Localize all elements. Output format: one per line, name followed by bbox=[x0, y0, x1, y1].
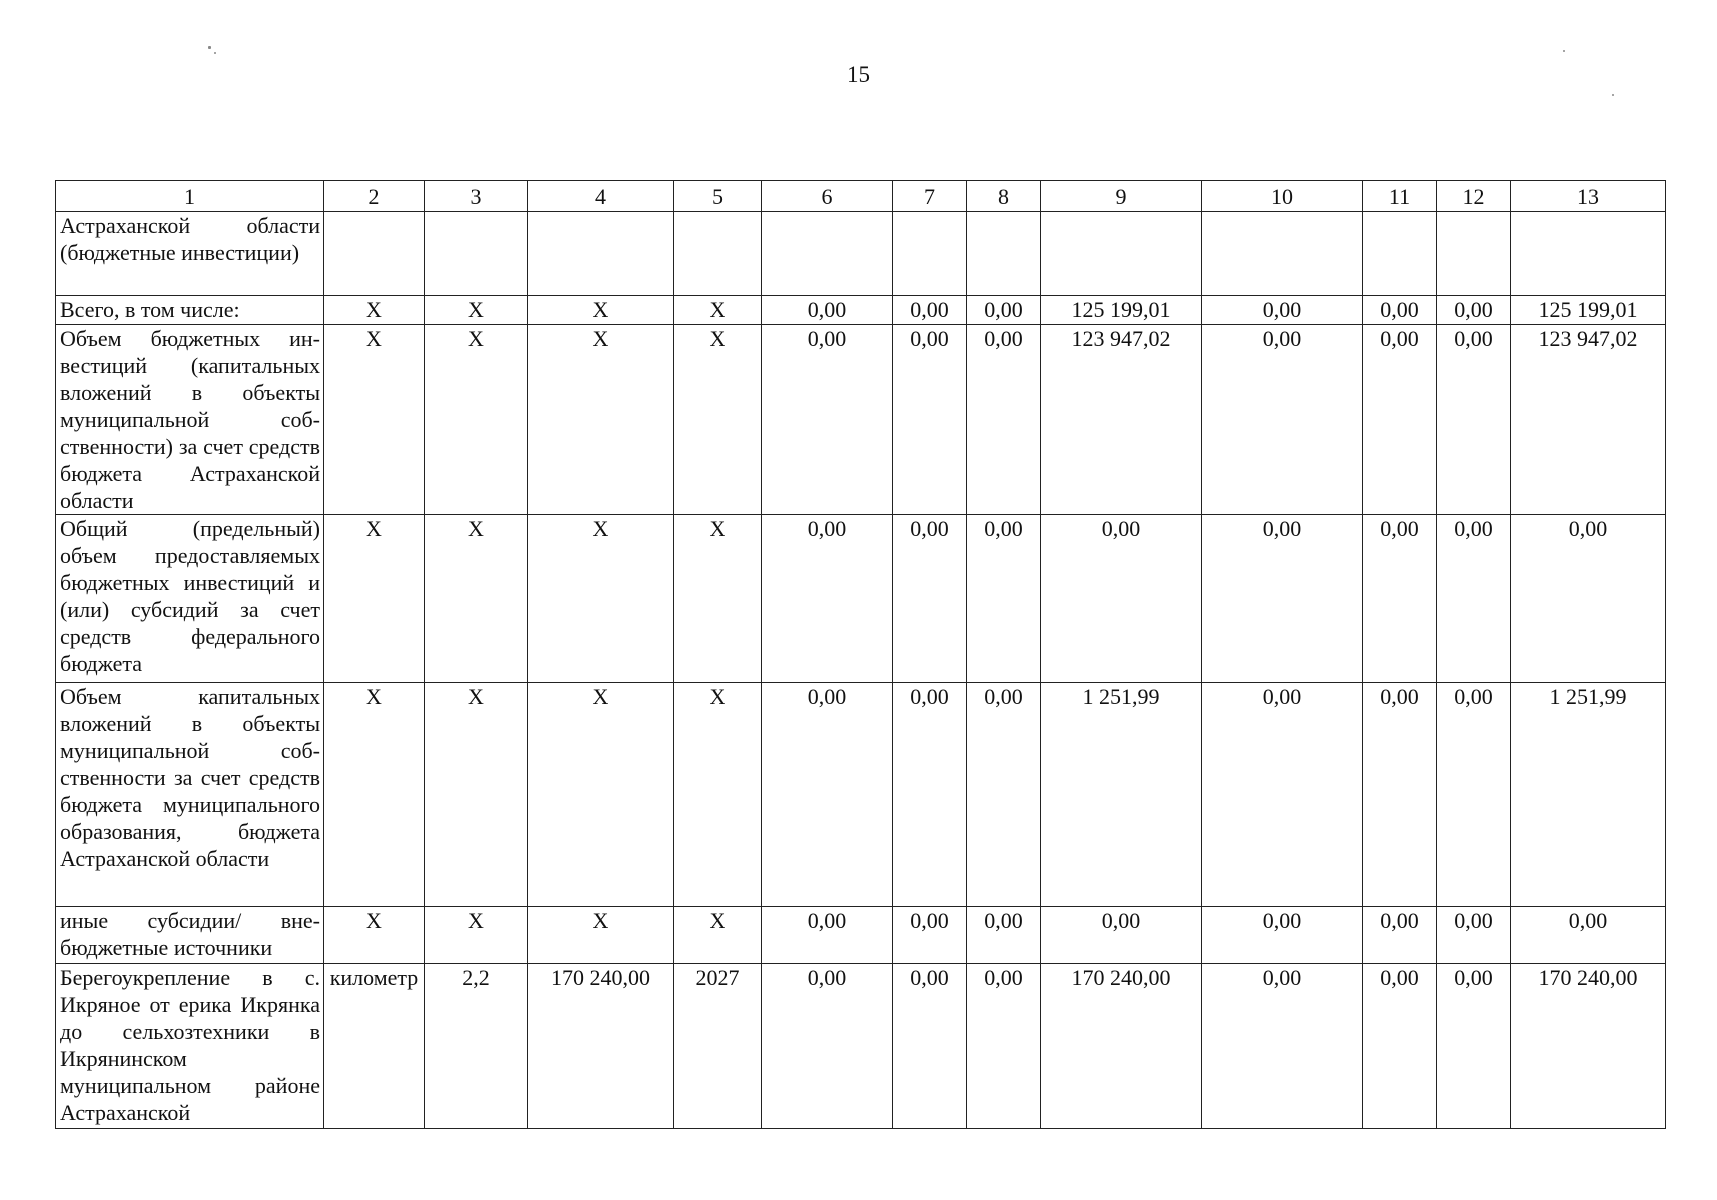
table-cell: 0,00 bbox=[1363, 325, 1437, 515]
table-cell: 0,00 bbox=[762, 683, 893, 907]
table-cell: 0,00 bbox=[893, 964, 967, 1129]
table-cell: 0,00 bbox=[1437, 964, 1511, 1129]
table-cell: 0,00 bbox=[762, 964, 893, 1129]
scan-speck bbox=[214, 52, 216, 54]
page-number: 15 bbox=[847, 62, 870, 87]
table-cell: X bbox=[528, 296, 674, 325]
table-cell: X bbox=[674, 515, 762, 683]
budget-table bbox=[55, 180, 1666, 1129]
column-header: 7 bbox=[893, 181, 967, 212]
table-cell: X bbox=[425, 325, 528, 515]
table-cell bbox=[674, 212, 762, 296]
column-header: 13 bbox=[1511, 181, 1666, 212]
column-header: 3 bbox=[425, 181, 528, 212]
column-header: 11 bbox=[1363, 181, 1437, 212]
table-cell: 0,00 bbox=[1363, 515, 1437, 683]
table-cell: 0,00 bbox=[967, 907, 1041, 964]
table-cell bbox=[893, 212, 967, 296]
table-cell: X bbox=[425, 907, 528, 964]
table-cell: 0,00 bbox=[1041, 907, 1202, 964]
table-cell: 0,00 bbox=[1202, 683, 1363, 907]
table-cell: X bbox=[674, 296, 762, 325]
table-cell: X bbox=[528, 515, 674, 683]
table-cell: 0,00 bbox=[1437, 325, 1511, 515]
row-description: Объем капитальных вложений в объекты муниципальной собственности за счет средств бюджета муниципального образования, бюджета Астраханской области bbox=[56, 683, 324, 907]
table-cell: X bbox=[425, 683, 528, 907]
table-cell: 1 251,99 bbox=[1511, 683, 1666, 907]
table-cell: 0,00 bbox=[893, 515, 967, 683]
table-row bbox=[56, 683, 1666, 907]
table-cell: 170 240,00 bbox=[528, 964, 674, 1129]
column-header: 4 bbox=[528, 181, 674, 212]
column-header: 5 bbox=[674, 181, 762, 212]
table-cell: X bbox=[425, 296, 528, 325]
table-cell: 0,00 bbox=[893, 907, 967, 964]
table-cell: 2,2 bbox=[425, 964, 528, 1129]
table-cell: 0,00 bbox=[762, 907, 893, 964]
table-row bbox=[56, 212, 1666, 296]
table-cell: 0,00 bbox=[1202, 325, 1363, 515]
table-row bbox=[56, 325, 1666, 515]
table-cell: X bbox=[528, 325, 674, 515]
table-cell bbox=[762, 212, 893, 296]
table-cell: X bbox=[425, 515, 528, 683]
table-cell bbox=[1202, 212, 1363, 296]
table-row bbox=[56, 907, 1666, 964]
column-number-row bbox=[56, 181, 1666, 212]
table-cell: 0,00 bbox=[893, 325, 967, 515]
table-cell: 0,00 bbox=[967, 325, 1041, 515]
table-cell: километр bbox=[324, 964, 425, 1129]
table-cell: 0,00 bbox=[1363, 683, 1437, 907]
column-header: 10 bbox=[1202, 181, 1363, 212]
table-cell bbox=[967, 212, 1041, 296]
column-header: 2 bbox=[324, 181, 425, 212]
table-row bbox=[56, 296, 1666, 325]
table-cell: 1 251,99 bbox=[1041, 683, 1202, 907]
row-description: иные субсидии/ внебюджетные источники bbox=[56, 907, 324, 964]
row-description: Всего, в том числе: bbox=[56, 296, 324, 325]
row-description: Объем бюджетных инвестиций (капитальных вложений в объекты муниципальной собственности) за счет средств бюджета Астраханской области bbox=[56, 325, 324, 515]
row-description: Берегоукрепление в с. Икряное от ерика Икрянка до сельхозтехники в Икрянинском муниципальном районе Астраханской bbox=[56, 964, 324, 1129]
column-header: 9 bbox=[1041, 181, 1202, 212]
scan-speck bbox=[1612, 94, 1614, 96]
table-cell: 0,00 bbox=[893, 296, 967, 325]
table-cell bbox=[425, 212, 528, 296]
table-cell: 0,00 bbox=[1437, 683, 1511, 907]
table-cell: X bbox=[674, 907, 762, 964]
table-cell: 0,00 bbox=[967, 296, 1041, 325]
table-cell: X bbox=[528, 907, 674, 964]
table-cell: X bbox=[324, 683, 425, 907]
column-header: 12 bbox=[1437, 181, 1511, 212]
table-cell: 0,00 bbox=[1363, 296, 1437, 325]
scan-speck bbox=[1563, 50, 1565, 52]
table-cell: 0,00 bbox=[1437, 515, 1511, 683]
row-description: Общий (предельный) объем предоставляемых бюджетных инвестиций и (или) субсидий за счет средств федерального бюджета bbox=[56, 515, 324, 683]
column-header: 8 bbox=[967, 181, 1041, 212]
table-cell: X bbox=[324, 325, 425, 515]
table-cell bbox=[528, 212, 674, 296]
table-row bbox=[56, 964, 1666, 1129]
table-cell: 0,00 bbox=[1437, 907, 1511, 964]
table-cell: X bbox=[324, 907, 425, 964]
table-cell: 0,00 bbox=[1202, 964, 1363, 1129]
table-cell: X bbox=[324, 296, 425, 325]
table-cell bbox=[1041, 212, 1202, 296]
table-cell bbox=[1363, 212, 1437, 296]
table-cell: X bbox=[528, 683, 674, 907]
table-row bbox=[56, 515, 1666, 683]
scan-speck bbox=[208, 46, 211, 49]
table-cell: 0,00 bbox=[762, 296, 893, 325]
table-cell: X bbox=[324, 515, 425, 683]
table-cell: 2027 bbox=[674, 964, 762, 1129]
table-cell: 170 240,00 bbox=[1511, 964, 1666, 1129]
table-cell bbox=[1437, 212, 1511, 296]
table-cell: 123 947,02 bbox=[1511, 325, 1666, 515]
table-cell: 0,00 bbox=[1511, 515, 1666, 683]
table-cell bbox=[324, 212, 425, 296]
table-cell: X bbox=[674, 325, 762, 515]
table-cell: 125 199,01 bbox=[1041, 296, 1202, 325]
table-cell: 0,00 bbox=[893, 683, 967, 907]
table-cell: 0,00 bbox=[762, 325, 893, 515]
column-header: 6 bbox=[762, 181, 893, 212]
table-cell: 0,00 bbox=[1202, 296, 1363, 325]
table-cell: 123 947,02 bbox=[1041, 325, 1202, 515]
table-cell: 170 240,00 bbox=[1041, 964, 1202, 1129]
table-cell: 0,00 bbox=[1202, 907, 1363, 964]
table-cell: 0,00 bbox=[1041, 515, 1202, 683]
table-cell: X bbox=[674, 683, 762, 907]
table-cell: 0,00 bbox=[1202, 515, 1363, 683]
table-cell: 0,00 bbox=[967, 683, 1041, 907]
table-cell bbox=[1511, 212, 1666, 296]
table-cell: 0,00 bbox=[1363, 964, 1437, 1129]
table-cell: 0,00 bbox=[1437, 296, 1511, 325]
table-cell: 0,00 bbox=[967, 964, 1041, 1129]
table-cell: 0,00 bbox=[1511, 907, 1666, 964]
table-cell: 0,00 bbox=[1363, 907, 1437, 964]
table-cell: 125 199,01 bbox=[1511, 296, 1666, 325]
column-header: 1 bbox=[56, 181, 324, 212]
table-cell: 0,00 bbox=[967, 515, 1041, 683]
table-cell: 0,00 bbox=[762, 515, 893, 683]
row-description: Астраханской области (бюджетные инвестиции) bbox=[56, 212, 324, 296]
